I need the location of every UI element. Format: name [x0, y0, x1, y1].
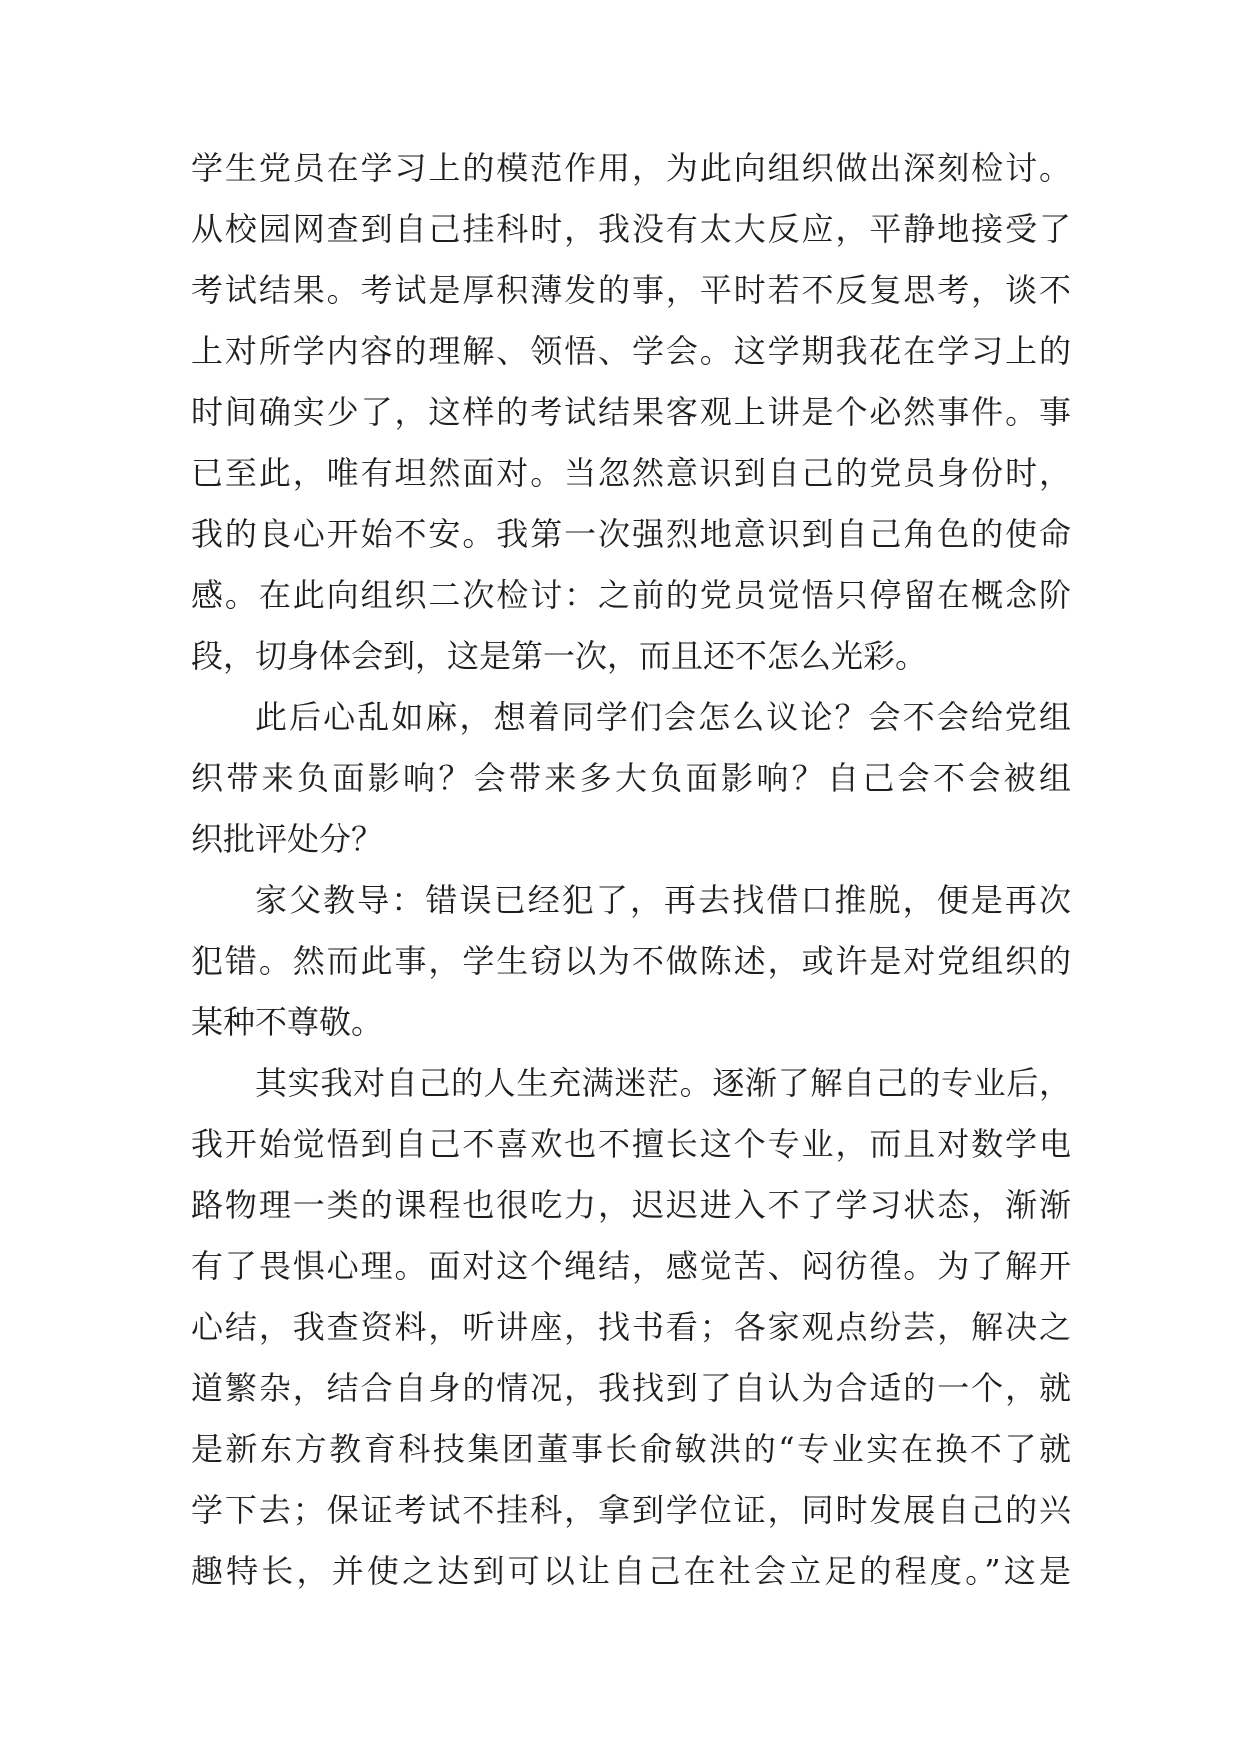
text-line: 是新东方教育科技集团董事长俞敏洪的“专业实在换不了就	[191, 1430, 1071, 1468]
text-line: 上对所学内容的理解、领悟、学会。这学期我花在学习上的	[191, 332, 1071, 370]
text-line: 考试结果。考试是厚积薄发的事，平时若不反复思考，谈不	[191, 271, 1071, 309]
text-line: 我的良心开始不安。我第一次强烈地意识到自己角色的使命	[191, 515, 1071, 553]
text-line: 感。在此向组织二次检讨：之前的党员觉悟只停留在概念阶	[191, 576, 1071, 614]
text-line: 段，切身体会到，这是第一次，而且还不怎么光彩。	[191, 637, 928, 675]
text-line: 家父教导：错误已经犯了，再去找借口推脱，便是再次	[255, 881, 1071, 919]
text-line: 学下去；保证考试不挂科，拿到学位证，同时发展自己的兴	[191, 1491, 1071, 1529]
body-text	[191, 138, 1071, 1602]
document-page	[191, 138, 1071, 1602]
text-line: 路物理一类的课程也很吃力，迟迟进入不了学习状态，渐渐	[191, 1186, 1071, 1224]
text-line: 已至此，唯有坦然面对。当忽然意识到自己的党员身份时，	[191, 454, 1071, 492]
text-line: 某种不尊敬。	[191, 1003, 384, 1041]
text-line: 织带来负面影响？会带来多大负面影响？自己会不会被组	[191, 759, 1071, 797]
text-line: 我开始觉悟到自己不喜欢也不擅长这个专业，而且对数学电	[191, 1125, 1071, 1163]
text-line: 织批评处分？	[191, 820, 384, 858]
text-line: 道繁杂，结合自身的情况，我找到了自认为合适的一个，就	[191, 1369, 1071, 1407]
text-line: 心结，我查资料，听讲座，找书看；各家观点纷芸，解决之	[191, 1308, 1071, 1346]
text-line: 犯错。然而此事，学生窃以为不做陈述，或许是对党组织的	[191, 942, 1071, 980]
text-line: 此后心乱如麻，想着同学们会怎么议论？会不会给党组	[255, 698, 1071, 736]
text-line: 学生党员在学习上的模范作用，为此向组织做出深刻检讨。	[191, 149, 1071, 187]
text-line: 其实我对自己的人生充满迷茫。逐渐了解自己的专业后，	[255, 1064, 1071, 1102]
text-line: 有了畏惧心理。面对这个绳结，感觉苦、闷彷徨。为了解开	[191, 1247, 1071, 1285]
text-line: 从校园网查到自己挂科时，我没有太大反应，平静地接受了	[191, 210, 1071, 248]
text-line: 时间确实少了，这样的考试结果客观上讲是个必然事件。事	[191, 393, 1071, 431]
text-line: 趣特长，并使之达到可以让自己在社会立足的程度。”这是	[191, 1552, 1071, 1590]
